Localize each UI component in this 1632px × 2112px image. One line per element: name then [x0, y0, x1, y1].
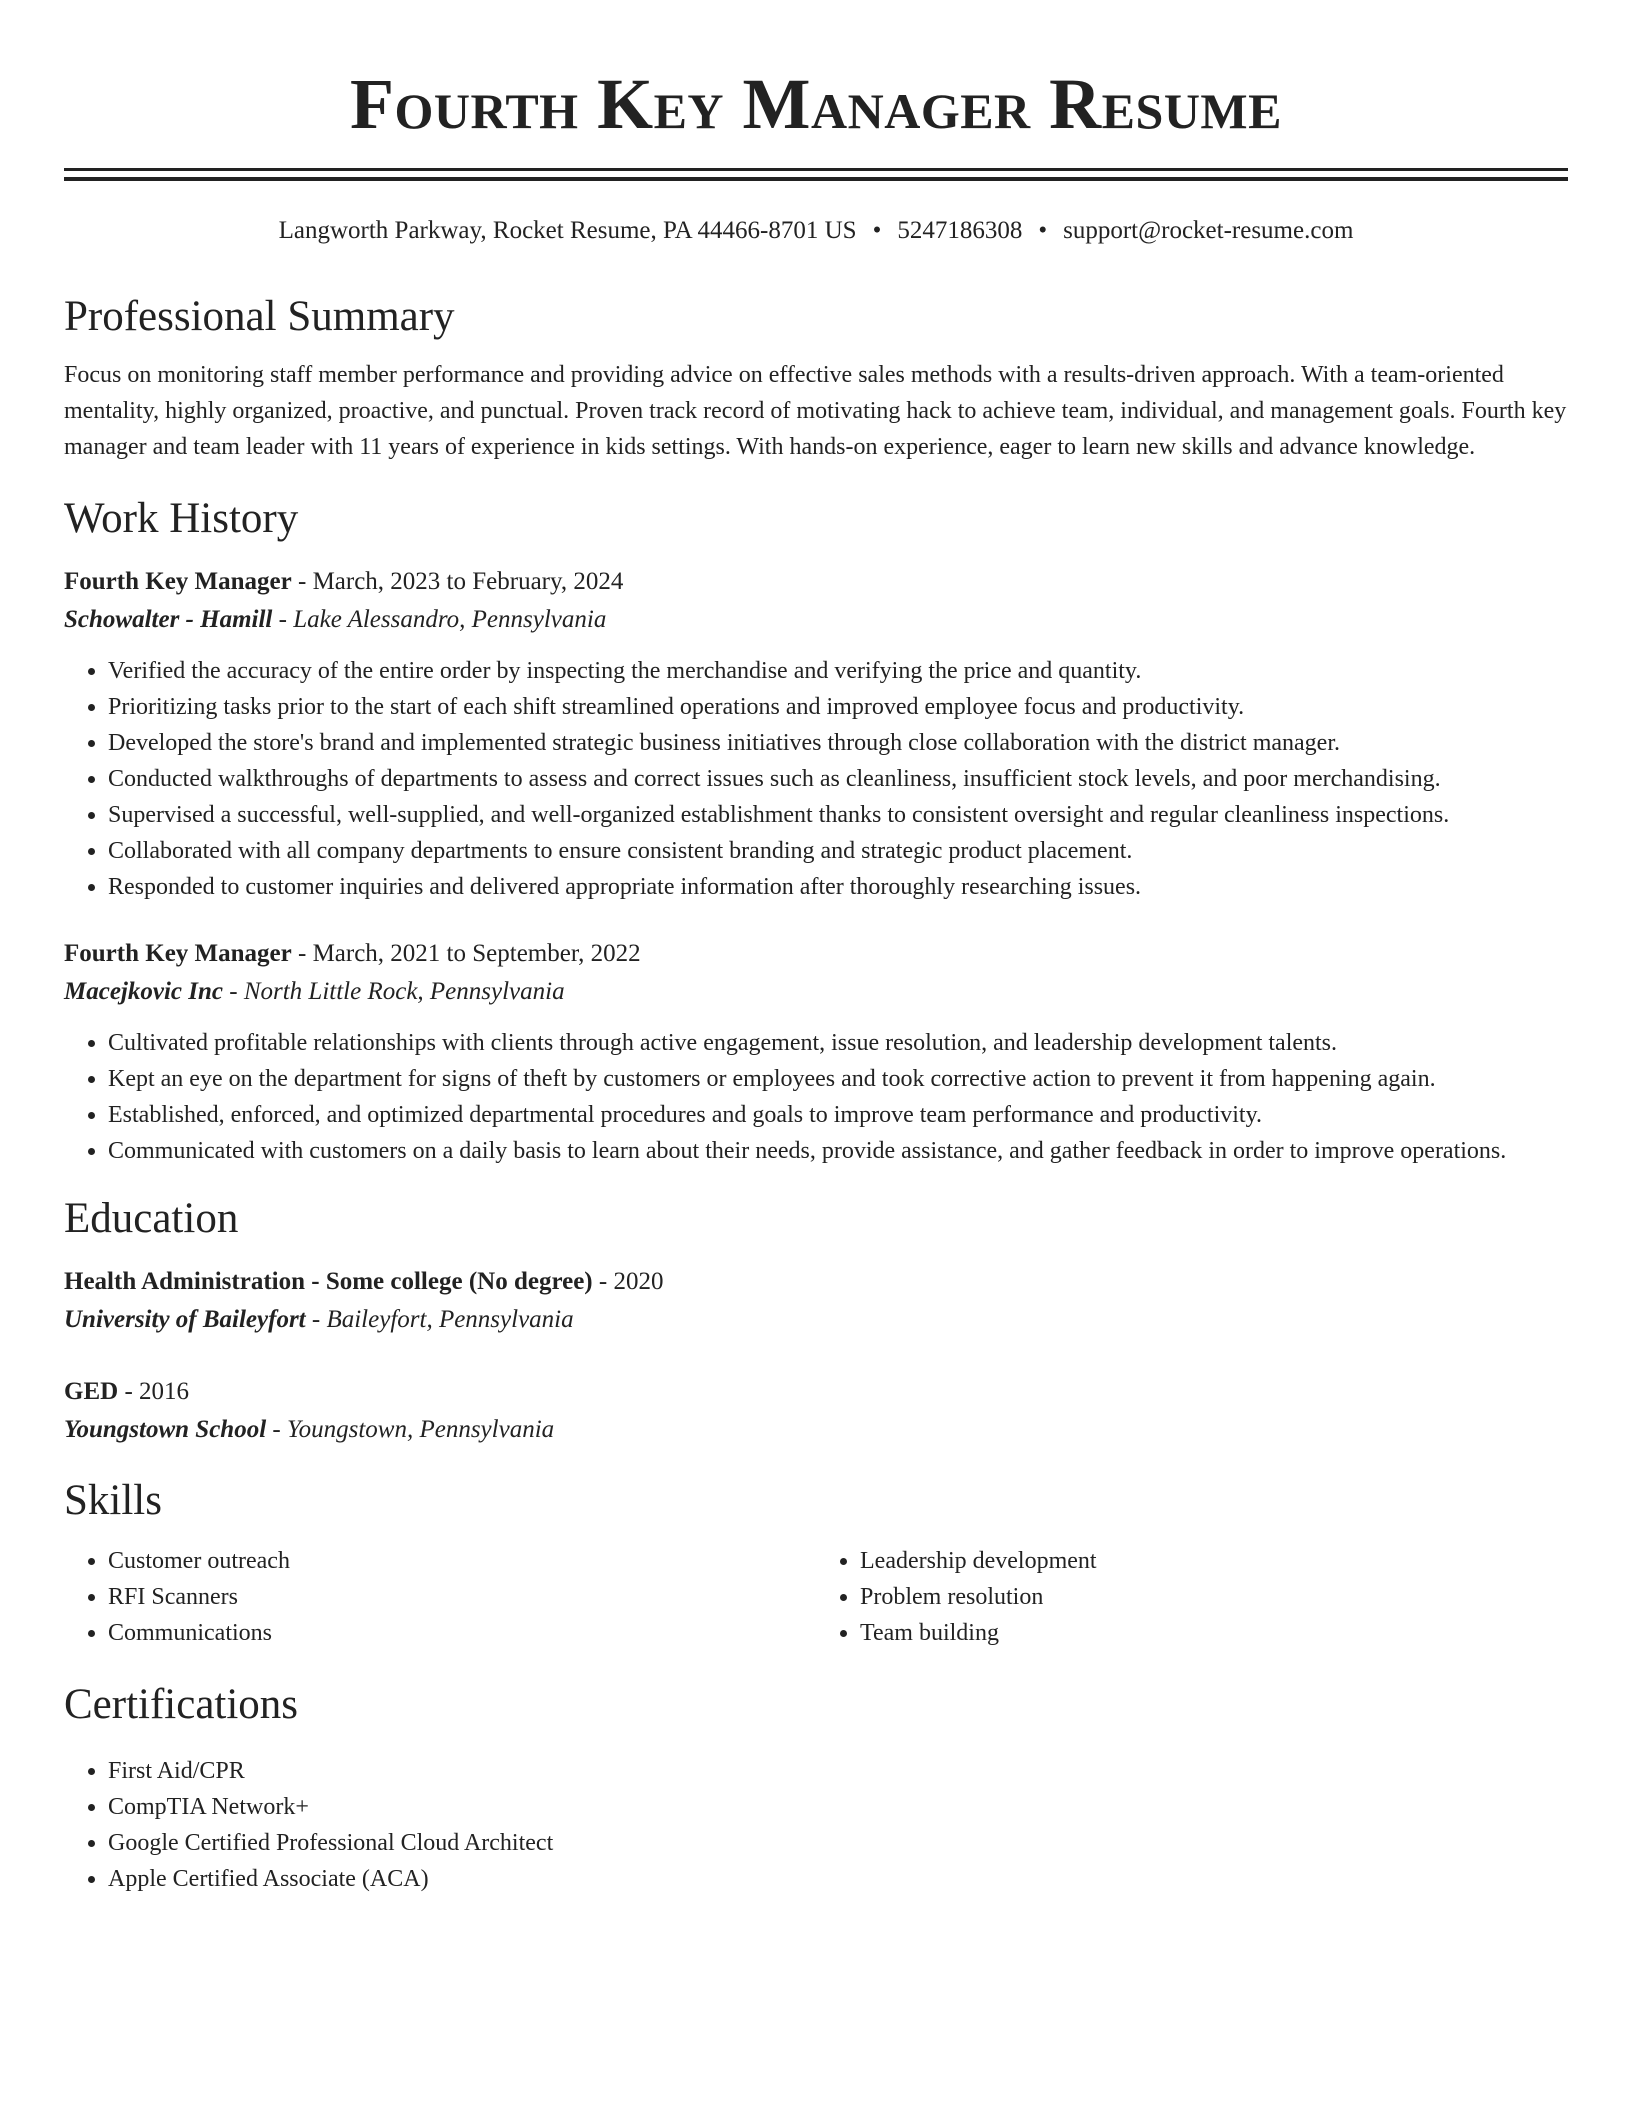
skill-item: • Customer outreach — [108, 1543, 816, 1579]
job-dates: March, 2021 to September, 2022 — [312, 940, 641, 967]
job-bullet: • Responded to customer inquiries and delivered appropriate information after thoroughly researching issues. — [108, 869, 1568, 905]
job-bullet: • Cultivated profitable relationships with clients through active engagement, issue resolution, and leadership development talents. — [108, 1025, 1568, 1061]
job-location: North Little Rock, Pennsylvania — [243, 978, 565, 1005]
education-school-line — [64, 1301, 1568, 1339]
education-dash: - — [305, 1306, 327, 1333]
certification-item: • Apple Certified Associate (ACA) — [108, 1861, 1568, 1897]
education-heading: Education — [64, 1195, 239, 1242]
job-bullet: • Conducted walkthroughs of departments to assess and correct issues such as cleanliness, insufficient stock levels, and poor merchandising. — [108, 761, 1568, 797]
contact-address: Langworth Parkway, Rocket Resume, PA 44466-8701 US — [278, 217, 857, 244]
job-company: Macejkovic Inc — [64, 978, 223, 1005]
skills-list-left — [64, 1543, 816, 1651]
summary-heading: Professional Summary — [64, 293, 455, 340]
job-bullet-list — [64, 1025, 1568, 1169]
education-year: 2016 — [139, 1378, 190, 1405]
skill-item: • RFI Scanners — [108, 1579, 816, 1615]
education-dash: - — [266, 1416, 287, 1443]
education-location: Youngstown, Pennsylvania — [287, 1416, 555, 1443]
education-dash: - — [118, 1378, 140, 1405]
job-bullet: • Kept an eye on the department for signs of theft by customers or employees and took corrective action to prevent it from happening again. — [108, 1061, 1568, 1097]
job-dash: - — [291, 568, 313, 595]
contact-separator: • — [1038, 217, 1048, 244]
job-bullet: • Developed the store's brand and implemented strategic business initiatives through close collaboration with the district manager. — [108, 725, 1568, 761]
contact-phone: 5247186308 — [897, 217, 1023, 244]
skills-heading: Skills — [64, 1477, 162, 1524]
job-bullet: • Established, enforced, and optimized departmental procedures and goals to improve team performance and productivity. — [108, 1097, 1568, 1133]
education-dash: - — [592, 1268, 614, 1295]
education-header — [64, 1263, 1568, 1301]
job-dash: - — [222, 978, 244, 1005]
certification-item: • Google Certified Professional Cloud Architect — [108, 1825, 1568, 1861]
education-header — [64, 1373, 1568, 1411]
job-header — [64, 935, 1568, 973]
skills-grid — [64, 1543, 1568, 1651]
skill-item: • Problem resolution — [860, 1579, 1568, 1615]
certifications-heading: Certifications — [64, 1681, 299, 1728]
job-bullet: • Collaborated with all company departments to ensure consistent branding and strategic product placement. — [108, 833, 1568, 869]
job-dash: - — [272, 606, 294, 633]
job-company-line — [64, 973, 1568, 1011]
certifications-list — [64, 1753, 1568, 1897]
education-school: Youngstown School — [64, 1416, 267, 1443]
job-header — [64, 563, 1568, 601]
job-bullet: • Verified the accuracy of the entire order by inspecting the merchandise and verifying the price and quantity. — [108, 653, 1568, 689]
job-role: Fourth Key Manager — [64, 568, 292, 595]
education-year: 2020 — [613, 1268, 664, 1295]
education-school-line — [64, 1411, 1568, 1449]
job-dates: March, 2023 to February, 2024 — [312, 568, 624, 595]
certification-item: • First Aid/CPR — [108, 1753, 1568, 1789]
skill-item: • Team building — [860, 1615, 1568, 1651]
resume-title: Fourth Key Manager Resume — [350, 64, 1282, 144]
work-history-heading: Work History — [64, 495, 299, 542]
job-role: Fourth Key Manager — [64, 940, 292, 967]
job-bullet-list — [64, 653, 1568, 905]
skills-list-right — [816, 1543, 1568, 1651]
contact-separator: • — [872, 217, 882, 244]
header-rule-thin — [64, 168, 1568, 171]
education-location: Baileyfort, Pennsylvania — [326, 1306, 574, 1333]
contact-line — [64, 215, 1568, 247]
education-degree: Health Administration - Some college (No degree) — [64, 1268, 593, 1295]
job-company-line — [64, 601, 1568, 639]
job-location: Lake Alessandro, Pennsylvania — [293, 606, 607, 633]
job-dash: - — [291, 940, 313, 967]
contact-email: support@rocket-resume.com — [1063, 217, 1354, 244]
job-company: Schowalter - Hamill — [64, 606, 273, 633]
skill-item: • Leadership development — [860, 1543, 1568, 1579]
header-rule-thick — [64, 177, 1568, 181]
job-bullet: • Communicated with customers on a daily basis to learn about their needs, provide assistance, and gather feedback in order to improve operations. — [108, 1133, 1568, 1169]
certification-item: • CompTIA Network+ — [108, 1789, 1568, 1825]
education-degree: GED — [64, 1378, 119, 1405]
job-bullet: • Prioritizing tasks prior to the start of each shift streamlined operations and improved employee focus and productivity. — [108, 689, 1568, 725]
job-bullet: • Supervised a successful, well-supplied, and well-organized establishment thanks to consistent oversight and regular cleanliness inspections. — [108, 797, 1568, 833]
education-school: University of Baileyfort — [64, 1306, 306, 1333]
summary-text: Focus on monitoring staff member performance and providing advice on effective sales methods with a results-driven approach. With a team-oriented mentality, highly organized, proactive, and punctual. Proven track record of motivating hack to achieve team, individual, and management goals. Fourth key manager and team leader with 11 years of experience in kids settings. With hands-on experience, eager to learn new skills and advance knowledge. — [64, 362, 1567, 460]
skill-item: • Communications — [108, 1615, 816, 1651]
